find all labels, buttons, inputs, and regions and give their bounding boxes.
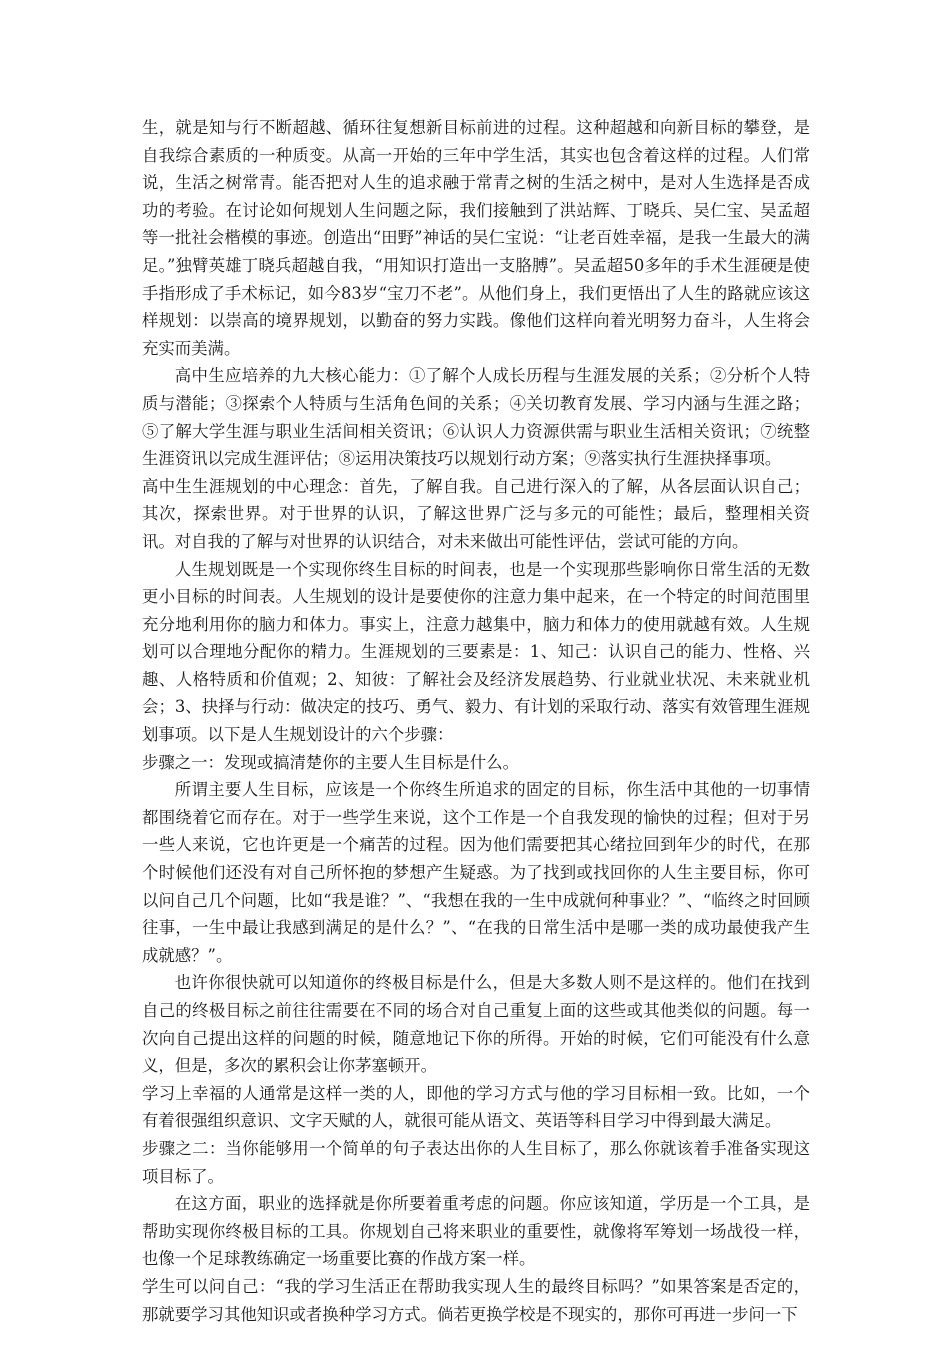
paragraph-happy-learners: 学习上幸福的人通常是这样一类的人，即他的学习方式与他的学习目标相一致。比如，一个有着很强组织意识、文字天赋的人，就很可能从语文、英语等科目学习中得到最大满足。: [142, 1083, 810, 1131]
paragraph-life-planning-timetable: 人生规划既是一个实现你终生目标的时间表，也是一个实现那些影响你日常生活的无数更小目标的时间表。人生规划的设计是要使你的注意力集中起来，在一个特定的时间范围里充分地利用你的脑力和体力。事实上，注意力越集中，脑力和体力的使用就越有效。人生规划可以合理地分配你的精力。生涯规划的三要素是：1、知己：认识自己的能力、性格、兴趣、人格特质和价值观；2、知彼：了解社会及经济发展趋势、行业就业状况、未来就业机会；3、抉择与行动：做决定的技巧、勇气、毅力、有计划的采取行动、落实有效管理生涯规划事项。以下是人生规划设计的六个步骤：: [142, 559, 810, 745]
paragraph-main-life-goal: 所谓主要人生目标，应该是一个你终生所追求的固定的目标，你生活中其他的一切事情都围绕着它而存在。对于一些学生来说，这个工作是一个自我发现的愉快的过程；但对于另一些人来说，它也许更是一个痛苦的过程。因为他们需要把其心绪拉回到年少的时代，在那个时候他们还没有对自己所怀抱的梦想产生疑惑。为了找到或找回你的人生主要目标，你可以问自己几个问题，比如“我是谁？”、“我想在我的一生中成就何种事业？”、“临终之时回顾往事，一生中最让我感到满足的是什么？”、“在我的日常生活中是哪一类的成功最使我产生成就感？”。: [142, 780, 810, 965]
paragraph-career-planning-concept: 高中生生涯规划的中心理念：首先，了解自我。自己进行深入的了解，从各层面认识自己；其次，探索世界。对于世界的认识，了解这世界广泛与多元的可能性；最后，整理相关资讯。对自我的了解与对世界的认识结合，对未来做出可能性评估，尝试可能的方向。: [142, 476, 810, 551]
paragraph-career-choice: 在这方面，职业的选择就是你所要着重考虑的问题。你应该知道，学历是一个工具，是帮助实现你终极目标的工具。你规划自己将来职业的重要性，就像将军筹划一场战役一样，也像一个足球教练确定一场重要比赛的作战方案一样。: [142, 1194, 810, 1269]
step-one-heading: 步骤之一：发现或搞清楚你的主要人生目标是什么。: [142, 752, 519, 772]
paragraph-self-question: 学生可以问自己：“我的学习生活正在帮助我实现人生的最终目标吗？”如果答案是否定的，那就要学习其他知识或者换种学习方式。倘若更换学校是不现实的，那你可再进一步问一下: [142, 1276, 810, 1324]
paragraph-life-transcendence: 生，就是知与行不断超越、循环往复想新目标前进的过程。这种超越和向新目标的攀登，是自我综合素质的一种质变。从高一开始的三年中学生活，其实也包含着这样的过程。人们常说，生活之树常青。能否把对人生的追求融于常青之树的生活之树中，是对人生选择是否成功的考验。在讨论如何规划人生问题之际，我们接触到了洪站辉、丁晓兵、吴仁宝、吴孟超等一批社会楷模的事迹。创造出“田野”神话的吴仁宝说：“让老百姓幸福，是我一生最大的满足。”独臂英雄丁晓兵超越自我，“用知识打造出一支胳膊”。吴孟超50多年的手术生涯硬是使手指形成了手术标记，如今83岁“宝刀不老”。从他们身上，我们更悟出了人生的路就应该这样规划：以崇高的境界规划，以勤奋的努力实践。像他们这样向着光明努力奋斗，人生将会充实而美满。: [142, 118, 810, 358]
step-two-heading: 步骤之二：当你能够用一个简单的句子表达出你的人生目标了，那么你就该着手准备实现这项目标了。: [142, 1138, 810, 1186]
document-page: [142, 114, 810, 1328]
paragraph-ultimate-goal: 也许你很快就可以知道你的终极目标是什么，但是大多数人则不是这样的。他们在找到自己的终极目标之前往往需要在不同的场合对自己重复上面的这些或其他类似的问题。每一次向自己提出这样的问题的时候，随意地记下你的所得。开始的时候，它们可能没有什么意义，但是，多次的累积会让你茅塞顿开。: [142, 973, 810, 1076]
paragraph-core-abilities: 高中生应培养的九大核心能力：①了解个人成长历程与生涯发展的关系；②分析个人特质与潜能；③探索个人特质与生活角色间的关系；④关切教育发展、学习内涵与生涯之路；⑤了解大学生涯与职业生活间相关资讯；⑥认识人力资源供需与职业生活相关资讯；⑦统整生涯资讯以完成生涯评估；⑧运用决策技巧以规划行动方案；⑨落实执行生涯抉择事项。: [142, 366, 810, 469]
